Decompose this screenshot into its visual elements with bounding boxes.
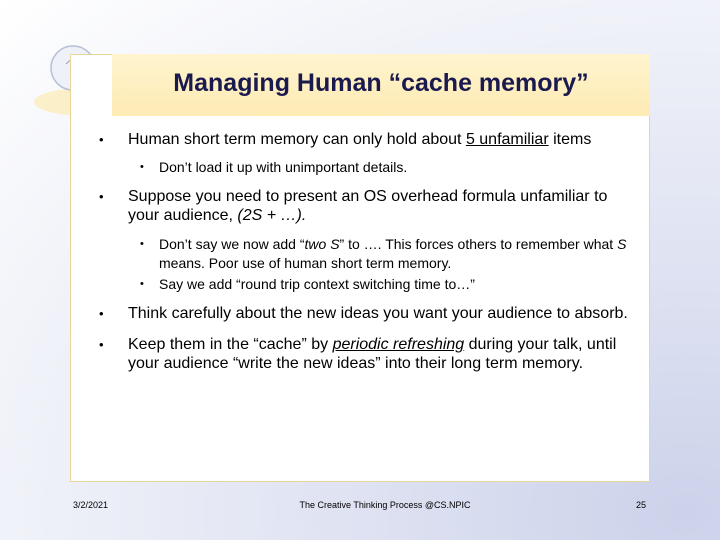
footer-text: The Creative Thinking Process @CS.NPIC — [299, 500, 471, 510]
bullet-item: • Think carefully about the new ideas you want your audience to absorb. — [99, 305, 628, 322]
bullet-list — [90, 130, 640, 373]
bullet-marker: • — [140, 278, 144, 290]
slide-number: 25 — [635, 500, 646, 510]
footer-date: 3/2/2021 — [73, 500, 109, 510]
slide-title: Managing Human “cache memory” — [173, 69, 589, 97]
sub-bullet-item: • Don’t say we now add “two S” to …. This forces others to remember what S means. Poor use of human short term memory. — [140, 236, 627, 271]
bullet-marker: • — [99, 189, 104, 204]
bullet-item: • Human short term memory can only hold about 5 unfamiliar items — [99, 131, 592, 148]
bullet-item: • Keep them in the “cache” by periodic refreshing during your talk, until your audience “write the new ideas” into their long term memory. — [99, 336, 617, 372]
bullet-marker: • — [99, 132, 104, 147]
bullet-marker: • — [99, 337, 104, 352]
bullet-marker: • — [99, 306, 104, 321]
bullet-item: • Suppose you need to present an OS overhead formula unfamiliar to your audience, (2S + …). — [99, 188, 608, 224]
bullet-marker: • — [140, 161, 144, 173]
sub-bullet-item: • Say we add “round trip context switching time to…” — [140, 276, 475, 292]
sub-bullet-item: • Don’t load it up with unimportant details. — [140, 159, 408, 175]
bullet-marker: • — [140, 238, 144, 250]
